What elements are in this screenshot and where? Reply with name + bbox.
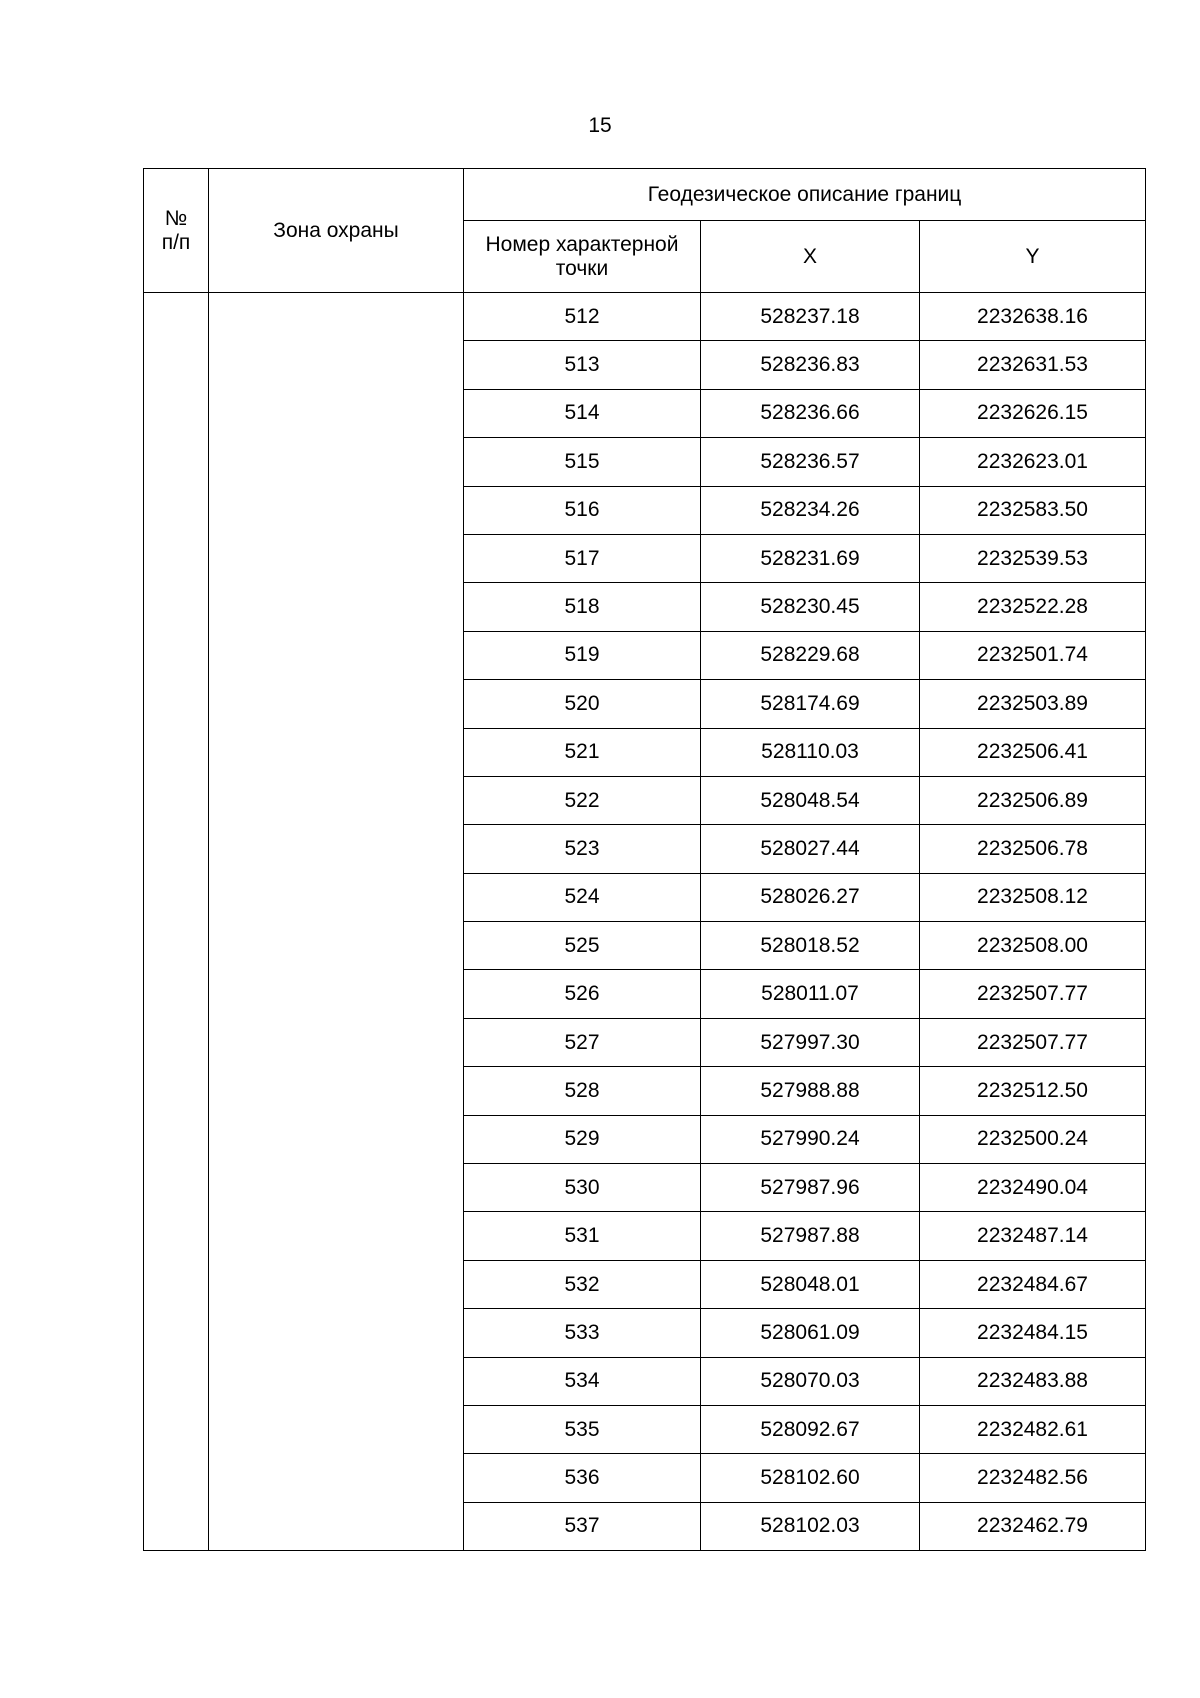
x-coordinate-cell: 528048.01	[701, 1260, 920, 1308]
point-number-cell: 534	[464, 1357, 701, 1405]
y-coordinate-cell: 2232462.79	[920, 1502, 1146, 1550]
x-coordinate-cell: 528110.03	[701, 728, 920, 776]
x-coordinate-cell: 528070.03	[701, 1357, 920, 1405]
header-x: X	[701, 221, 920, 293]
point-number-cell: 535	[464, 1405, 701, 1453]
y-coordinate-cell: 2232506.78	[920, 825, 1146, 873]
x-coordinate-cell: 528234.26	[701, 486, 920, 534]
y-coordinate-cell: 2232501.74	[920, 631, 1146, 679]
point-number-cell: 529	[464, 1115, 701, 1163]
coordinates-table	[143, 168, 1146, 1551]
y-coordinate-cell: 2232500.24	[920, 1115, 1146, 1163]
header-number: № п/п	[144, 169, 209, 293]
point-number-cell: 523	[464, 825, 701, 873]
x-coordinate-cell: 528229.68	[701, 631, 920, 679]
y-coordinate-cell: 2232506.41	[920, 728, 1146, 776]
header-y: Y	[920, 221, 1146, 293]
zone-cell	[209, 293, 464, 1551]
point-number-cell: 525	[464, 922, 701, 970]
point-number-cell: 532	[464, 1260, 701, 1308]
table-row	[144, 293, 1146, 341]
y-coordinate-cell: 2232508.00	[920, 922, 1146, 970]
header-point-number: Номер характерной точки	[464, 221, 701, 293]
x-coordinate-cell: 528011.07	[701, 970, 920, 1018]
x-coordinate-cell: 528061.09	[701, 1309, 920, 1357]
y-coordinate-cell: 2232631.53	[920, 341, 1146, 389]
point-number-cell: 531	[464, 1212, 701, 1260]
y-coordinate-cell: 2232482.56	[920, 1454, 1146, 1502]
y-coordinate-cell: 2232638.16	[920, 293, 1146, 341]
point-number-cell: 513	[464, 341, 701, 389]
x-coordinate-cell: 527990.24	[701, 1115, 920, 1163]
y-coordinate-cell: 2232503.89	[920, 680, 1146, 728]
point-number-cell: 530	[464, 1164, 701, 1212]
point-number-cell: 536	[464, 1454, 701, 1502]
x-coordinate-cell: 528048.54	[701, 776, 920, 824]
point-number-cell: 515	[464, 438, 701, 486]
x-coordinate-cell: 528174.69	[701, 680, 920, 728]
y-coordinate-cell: 2232506.89	[920, 776, 1146, 824]
table-body	[144, 293, 1146, 1551]
y-coordinate-cell: 2232522.28	[920, 583, 1146, 631]
y-coordinate-cell: 2232484.15	[920, 1309, 1146, 1357]
point-number-cell: 512	[464, 293, 701, 341]
point-number-cell: 516	[464, 486, 701, 534]
y-coordinate-cell: 2232512.50	[920, 1067, 1146, 1115]
x-coordinate-cell: 527997.30	[701, 1018, 920, 1066]
x-coordinate-cell: 527987.88	[701, 1212, 920, 1260]
x-coordinate-cell: 528236.66	[701, 389, 920, 437]
y-coordinate-cell: 2232507.77	[920, 1018, 1146, 1066]
x-coordinate-cell: 528236.57	[701, 438, 920, 486]
x-coordinate-cell: 528230.45	[701, 583, 920, 631]
y-coordinate-cell: 2232484.67	[920, 1260, 1146, 1308]
x-coordinate-cell: 528237.18	[701, 293, 920, 341]
point-number-cell: 526	[464, 970, 701, 1018]
x-coordinate-cell: 527988.88	[701, 1067, 920, 1115]
x-coordinate-cell: 528102.60	[701, 1454, 920, 1502]
x-coordinate-cell: 528027.44	[701, 825, 920, 873]
x-coordinate-cell: 528092.67	[701, 1405, 920, 1453]
point-number-cell: 537	[464, 1502, 701, 1550]
y-coordinate-cell: 2232482.61	[920, 1405, 1146, 1453]
number-cell	[144, 293, 209, 1551]
point-number-cell: 522	[464, 776, 701, 824]
point-number-cell: 533	[464, 1309, 701, 1357]
point-number-cell: 518	[464, 583, 701, 631]
page-number: 15	[588, 114, 612, 137]
x-coordinate-cell: 528236.83	[701, 341, 920, 389]
point-number-cell: 527	[464, 1018, 701, 1066]
y-coordinate-cell: 2232626.15	[920, 389, 1146, 437]
x-coordinate-cell: 528102.03	[701, 1502, 920, 1550]
y-coordinate-cell: 2232583.50	[920, 486, 1146, 534]
x-coordinate-cell: 527987.96	[701, 1164, 920, 1212]
point-number-cell: 514	[464, 389, 701, 437]
y-coordinate-cell: 2232483.88	[920, 1357, 1146, 1405]
y-coordinate-cell: 2232490.04	[920, 1164, 1146, 1212]
y-coordinate-cell: 2232507.77	[920, 970, 1146, 1018]
y-coordinate-cell: 2232539.53	[920, 534, 1146, 582]
point-number-cell: 520	[464, 680, 701, 728]
header-zone: Зона охраны	[209, 169, 464, 293]
header-geodesic-description: Геодезическое описание границ	[464, 169, 1146, 221]
y-coordinate-cell: 2232623.01	[920, 438, 1146, 486]
y-coordinate-cell: 2232487.14	[920, 1212, 1146, 1260]
x-coordinate-cell: 528231.69	[701, 534, 920, 582]
point-number-cell: 517	[464, 534, 701, 582]
y-coordinate-cell: 2232508.12	[920, 873, 1146, 921]
point-number-cell: 524	[464, 873, 701, 921]
point-number-cell: 528	[464, 1067, 701, 1115]
x-coordinate-cell: 528026.27	[701, 873, 920, 921]
point-number-cell: 519	[464, 631, 701, 679]
x-coordinate-cell: 528018.52	[701, 922, 920, 970]
point-number-cell: 521	[464, 728, 701, 776]
